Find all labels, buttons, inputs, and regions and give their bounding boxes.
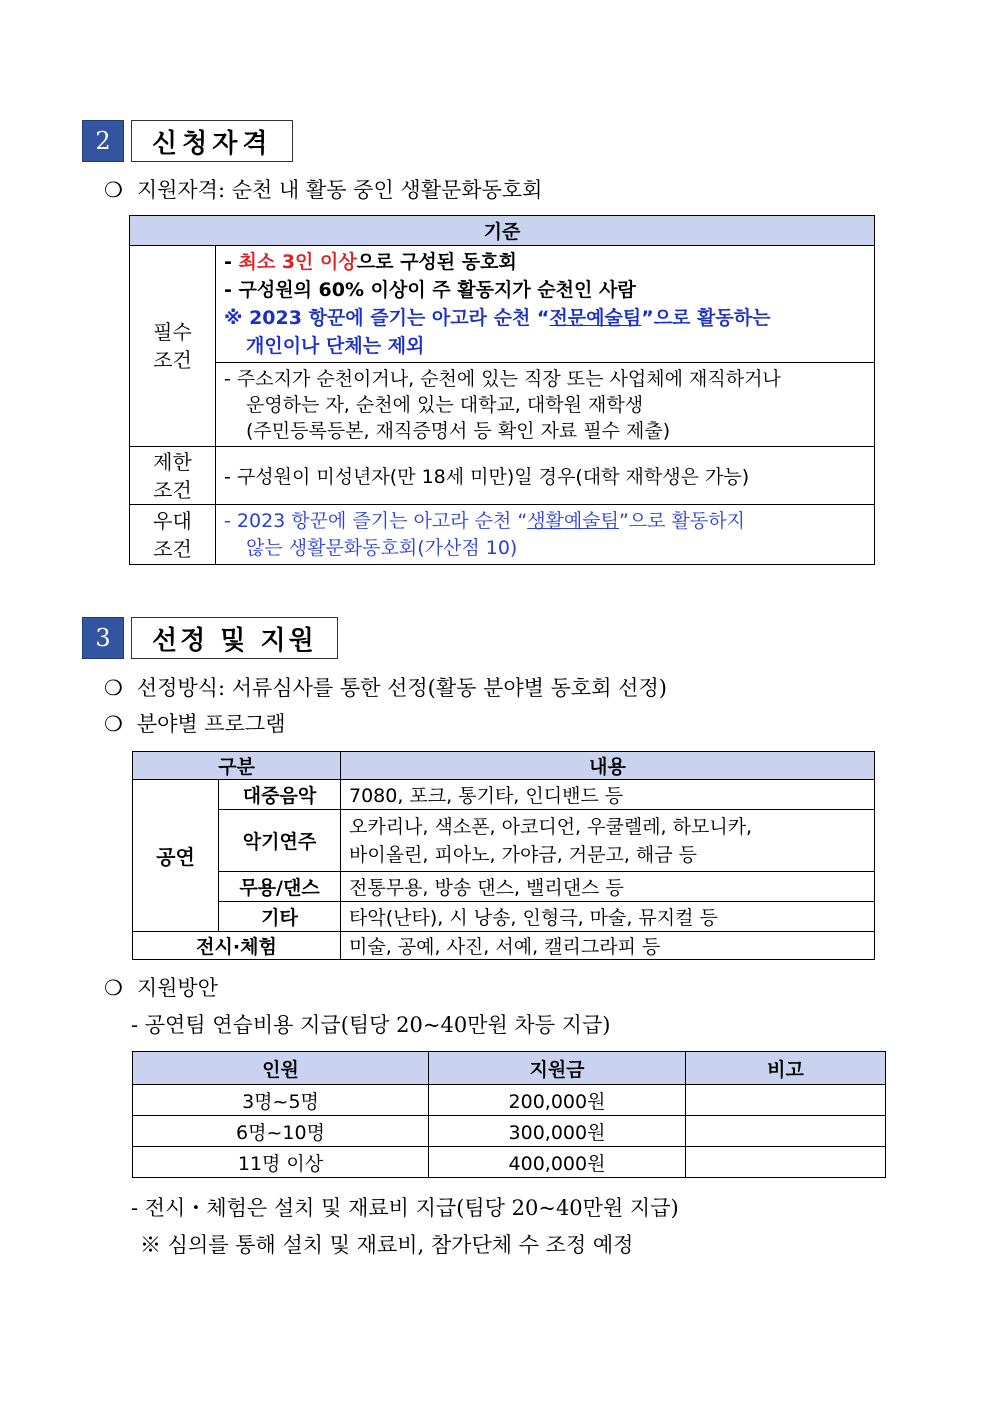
section-title: 신청자격 <box>131 120 293 162</box>
adjustment-note: ※ 심의를 통해 설치 및 재료비, 참가단체 수 조정 예정 <box>140 1233 634 1257</box>
remarks-header: 비고 <box>686 1052 886 1085</box>
preference-pre: - 2023 항꾼에 즐기는 아고라 순천 “ <box>224 509 528 532</box>
required-note-pre: ※ 2023 항꾼에 즐기는 아고라 순천 “ <box>224 307 550 329</box>
required-label-1: 필수 <box>153 320 192 344</box>
selection-method-line <box>104 672 667 702</box>
program-row-name: 대중음악 <box>219 780 341 810</box>
remarks-cell <box>686 1085 886 1116</box>
support-line-2: - 전시・체험은 설치 및 재료비 지급(팀당 20~40만원 지급) <box>131 1196 679 1220</box>
section-number: 3 <box>82 617 124 659</box>
program-row-name: 악기연주 <box>219 810 341 872</box>
support-table <box>132 1051 886 1178</box>
criteria-table <box>129 215 875 565</box>
qualification-line <box>104 174 542 204</box>
required-bullet-1-rest: 으로 구성된 동호회 <box>356 251 517 273</box>
restriction-label-2: 조건 <box>153 477 192 502</box>
preference-label-2: 조건 <box>153 536 192 561</box>
residency-line-3: (주민등록등본, 재직증명서 등 확인 자료 필수 제출) <box>246 419 671 442</box>
required-bullet-2: - 구성원의 60% 이상이 주 활동지가 순천인 사람 <box>224 279 636 301</box>
selection-method-text: 선정방식: 서류심사를 통한 선정(활동 분야별 동호회 선정) <box>136 676 667 700</box>
section-title: 선정 및 지원 <box>131 617 338 659</box>
program-row-content-line-2: 바이올린, 피아노, 가야금, 거문고, 해금 등 <box>349 843 698 866</box>
required-note-underline: 전문예술팀 <box>549 307 642 329</box>
exhibition-content: 미술, 공예, 사진, 서예, 캘리그라피 등 <box>341 932 875 960</box>
program-row-name: 기타 <box>219 902 341 932</box>
preference-line-1 <box>224 508 866 535</box>
content-header: 내용 <box>341 752 875 780</box>
required-note <box>224 304 866 332</box>
required-bullet-1: - 최소 3인 이상으로 구성된 동호회 <box>224 251 517 273</box>
qualification-text: 지원자격: 순천 내 활동 중인 생활문화동호회 <box>136 178 543 202</box>
circle-bullet-icon: ❍ <box>104 976 123 1000</box>
required-note-line-2: 개인이나 단체는 제외 <box>246 335 425 357</box>
circle-bullet-icon: ❍ <box>104 676 123 700</box>
preference-post: ”으로 활동하지 <box>618 509 745 532</box>
performance-label: 공연 <box>133 780 219 932</box>
program-table <box>132 751 875 960</box>
section-3-header <box>82 617 338 659</box>
program-heading-text: 분야별 프로그램 <box>136 712 286 736</box>
support-heading-text: 지원방안 <box>136 976 218 1000</box>
support-line-1: - 공연팀 연습비용 지급(팀당 20~40만원 차등 지급) <box>131 1013 611 1037</box>
circle-bullet-icon: ❍ <box>104 712 123 736</box>
amount-header: 지원금 <box>429 1052 686 1085</box>
section-2-header <box>82 120 293 162</box>
division-header: 구분 <box>133 752 341 780</box>
program-row-content: 전통무용, 방송 댄스, 밸리댄스 등 <box>341 872 875 902</box>
required-residency-cell <box>216 363 875 447</box>
remarks-cell <box>686 1116 886 1147</box>
support-heading-line <box>104 972 218 1002</box>
headcount-header: 인원 <box>133 1052 429 1085</box>
remarks-cell <box>686 1147 886 1178</box>
preference-underline: 생활예술팀 <box>527 509 619 532</box>
criteria-header: 기준 <box>130 216 875 246</box>
preference-cell <box>216 505 875 565</box>
required-core-cell <box>216 246 875 363</box>
restriction-label <box>130 447 216 505</box>
exhibition-label: 전시·체험 <box>133 932 341 960</box>
circle-bullet-icon: ❍ <box>104 178 123 202</box>
program-heading-line <box>104 708 286 738</box>
preference-label <box>130 505 216 565</box>
amount-cell: 200,000원 <box>429 1085 686 1116</box>
amount-cell: 400,000원 <box>429 1147 686 1178</box>
program-row-content: 7080, 포크, 통기타, 인디밴드 등 <box>341 780 875 810</box>
residency-line-2: 운영하는 자, 순천에 있는 대학교, 대학원 재학생 <box>246 393 644 416</box>
residency-line-1: - 주소지가 순천이거나, 순천에 있는 직장 또는 사업체에 재직하거나 <box>224 367 781 390</box>
section-number: 2 <box>82 120 124 162</box>
headcount-cell: 6명~10명 <box>133 1116 429 1147</box>
program-row-content-line-1: 오카리나, 색소폰, 아코디언, 우쿨렐레, 하모니카, <box>349 815 753 838</box>
min-members-highlight: 최소 3인 이상 <box>238 251 357 273</box>
restriction-cell: - 구성원이 미성년자(만 18세 미만)일 경우(대학 재학생은 가능) <box>216 447 875 505</box>
program-row-content: 타악(난타), 시 낭송, 인형극, 마술, 뮤지컬 등 <box>341 902 875 932</box>
program-row-name: 무용/댄스 <box>219 872 341 902</box>
restriction-label-1: 제한 <box>153 449 192 474</box>
required-label <box>130 246 216 447</box>
program-row-content <box>341 810 875 872</box>
preference-line-2: 않는 생활문화동호회(가산점 10) <box>246 536 518 559</box>
headcount-cell: 11명 이상 <box>133 1147 429 1178</box>
headcount-cell: 3명~5명 <box>133 1085 429 1116</box>
preference-label-1: 우대 <box>153 508 192 533</box>
required-label-2: 조건 <box>153 348 192 372</box>
amount-cell: 300,000원 <box>429 1116 686 1147</box>
required-note-post: ”으로 활동하는 <box>641 307 771 329</box>
